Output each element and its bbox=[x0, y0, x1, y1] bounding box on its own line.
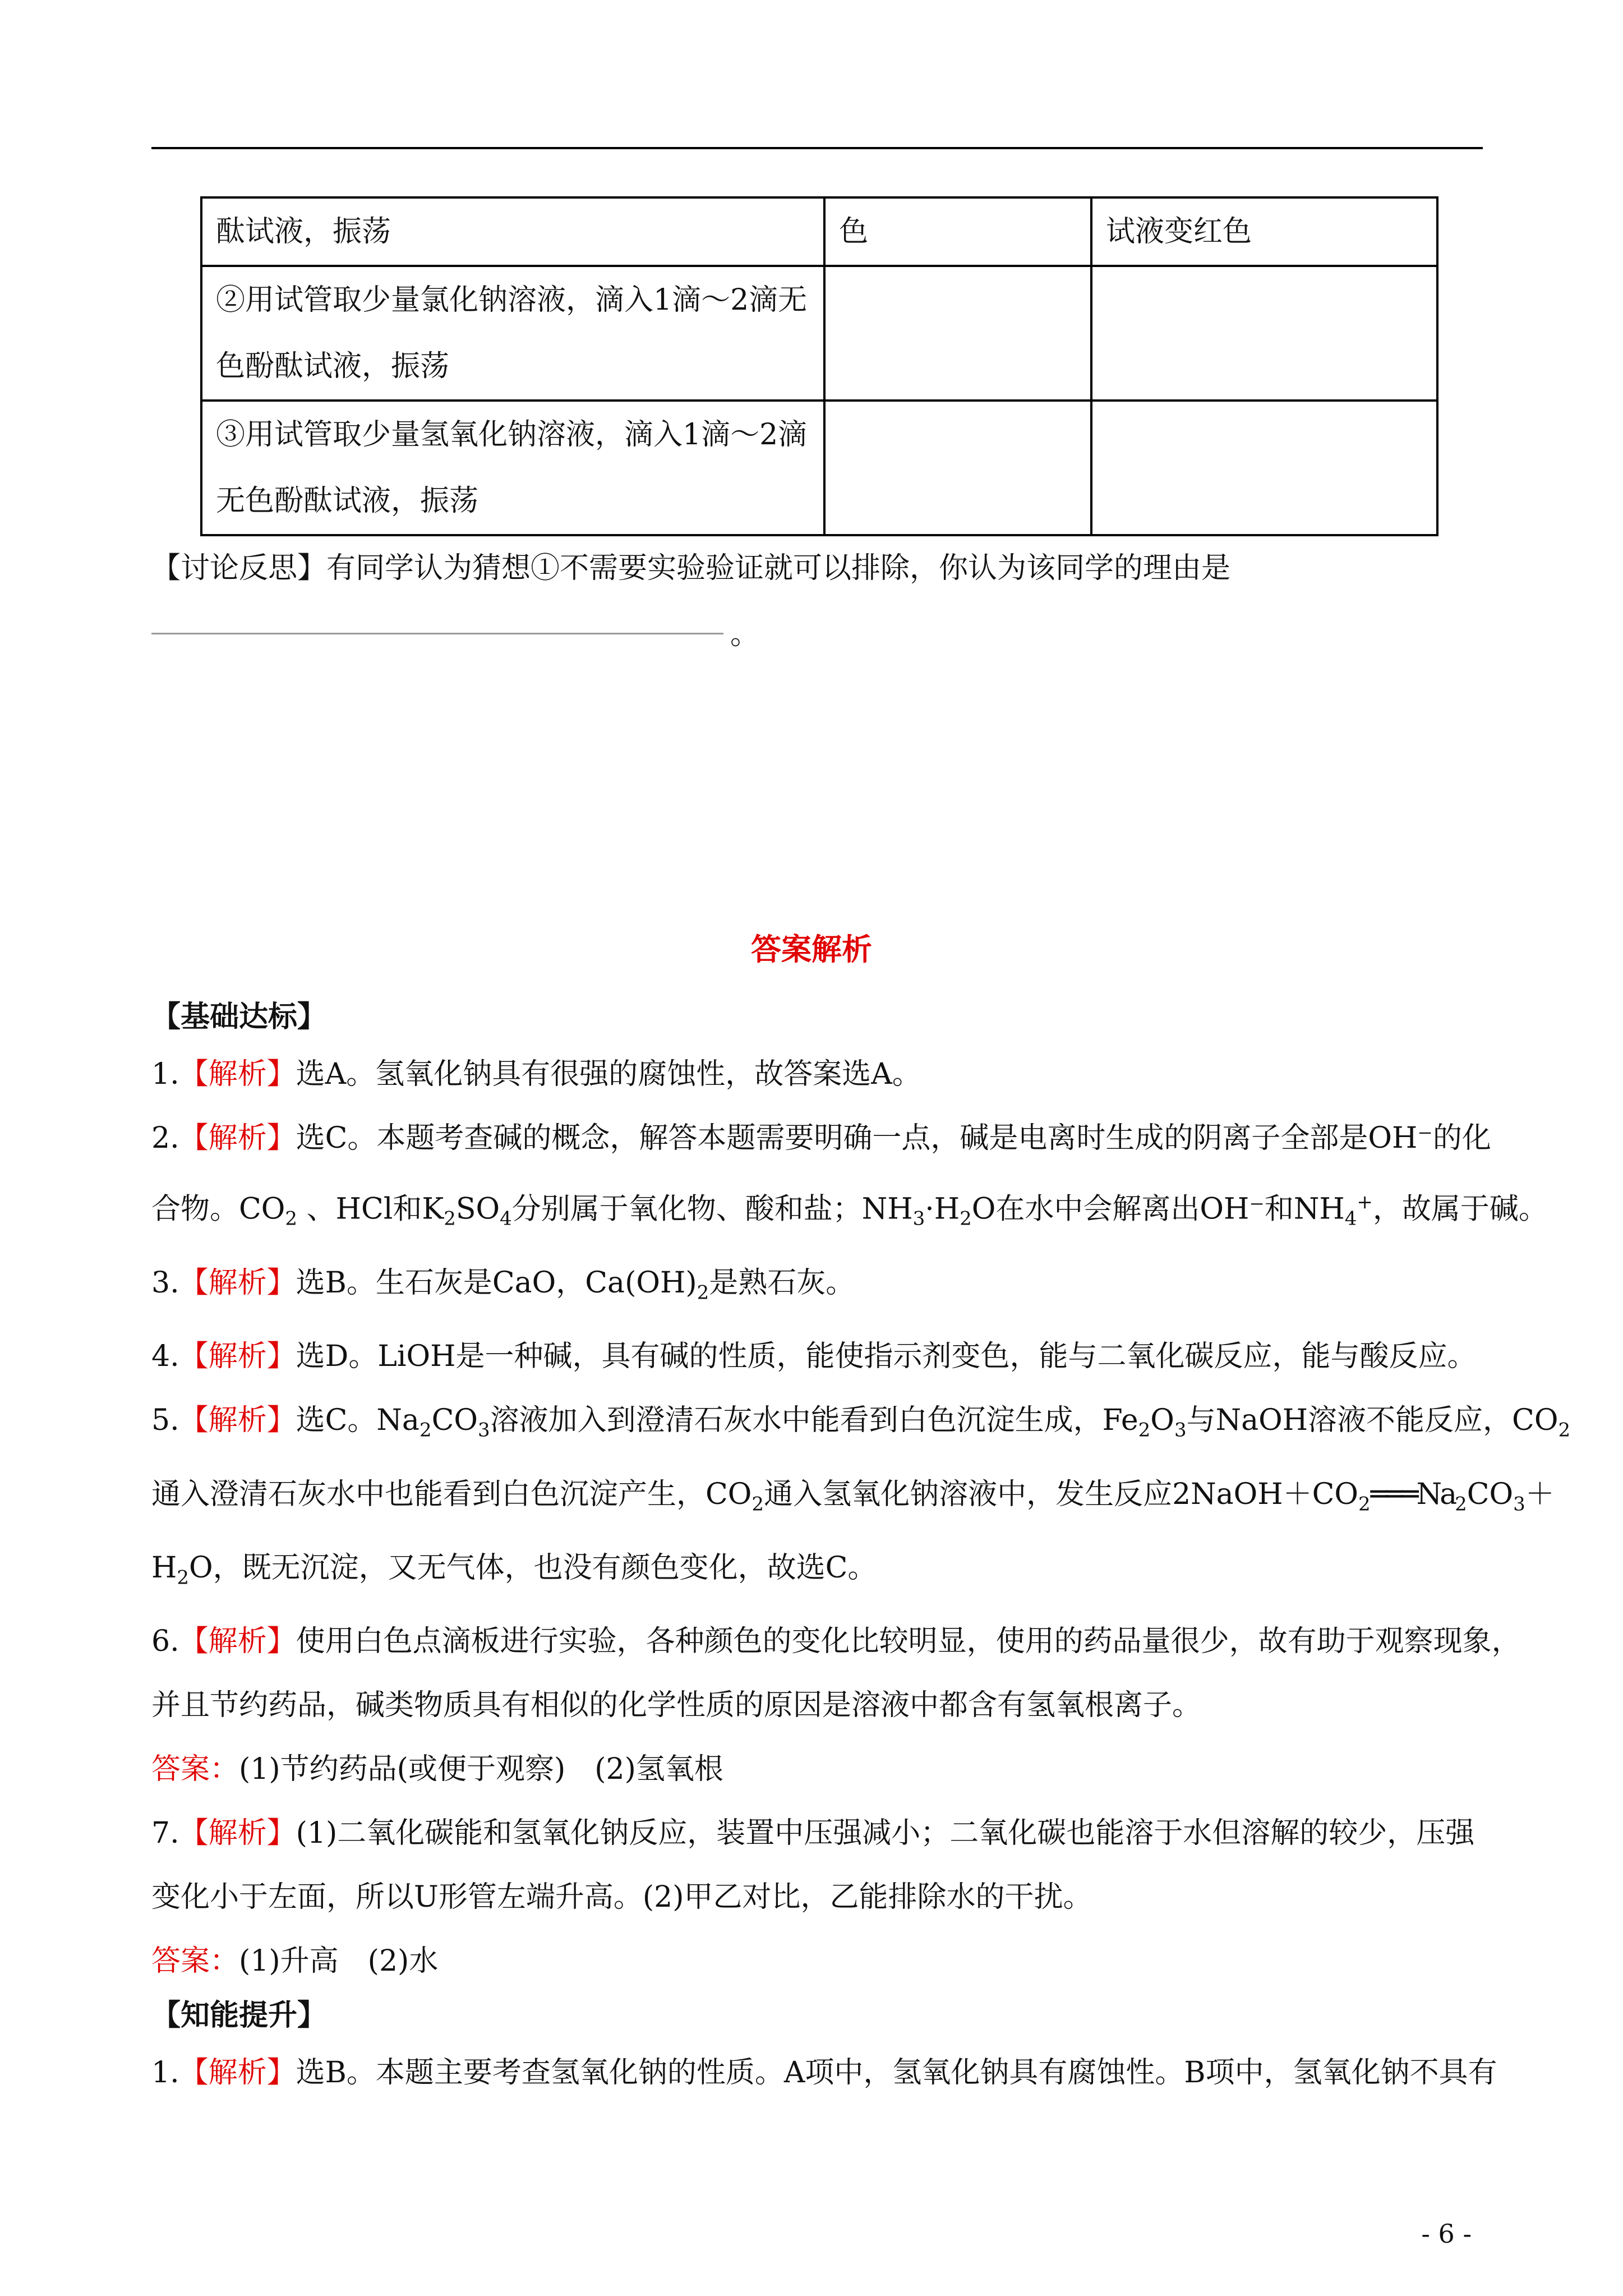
table-row bbox=[201, 266, 1437, 401]
section-heading-advanced: 【知能提升】 bbox=[151, 1998, 327, 2032]
answer-title: 答案解析 bbox=[751, 931, 872, 967]
answer-label: 答案： bbox=[151, 1944, 239, 1978]
answer-line: 1.【解析】选B。本题主要考查氢氧化钠的性质。A项中，氢氧化钠具有腐蚀性。B项中，氢氧化钠不具有 bbox=[151, 2056, 1497, 2090]
answer-line: 7.【解析】(1)二氧化碳能和氢氧化钠反应，装置中压强减小；二氧化碳也能溶于水但溶解的较少，压强 bbox=[151, 1816, 1475, 1851]
analysis-tag: 【解析】 bbox=[179, 1121, 296, 1155]
analysis-tag: 【解析】 bbox=[179, 1816, 296, 1851]
answer-line: 合物。$CO_2$ 、HCl和$K_2SO_4$分别属于氧化物、酸和盐；$NH_3\cdot H_2O$在水中会解离出OH⁻和$NH_4^+$，故属于碱。 bbox=[151, 1191, 1548, 1230]
answer-line: 通入澄清石灰水中也能看到白色沉淀产生，$CO_2$通入氢氧化钠溶液中，发生反应$2NaOH+CO_2═══Na_2CO_3+$ bbox=[151, 1477, 1555, 1515]
page-number: - 6 - bbox=[1421, 2219, 1472, 2249]
analysis-tag: 【解析】 bbox=[179, 1404, 296, 1438]
table-cell bbox=[824, 401, 1091, 535]
discussion-text: 【讨论反思】有同学认为猜想①不需要实验验证就可以排除，你认为该同学的理由是 bbox=[151, 551, 1231, 585]
table-cell: 色 bbox=[824, 197, 1091, 266]
advanced-answers bbox=[151, 2041, 1497, 2105]
analysis-tag: 【解析】 bbox=[179, 1057, 296, 1091]
analysis-tag: 【解析】 bbox=[179, 1266, 296, 1300]
table-cell bbox=[201, 401, 824, 535]
answer-line: 4.【解析】选D。LiOH是一种碱，具有碱的性质，能使指示剂变色，能与二氧化碳反应，能与酸反应。 bbox=[151, 1340, 1477, 1374]
answer-line: 6.【解析】使用白色点滴板进行实验，各种颜色的变化比较明显，使用的药品量很少，故有助于观察现象， bbox=[151, 1625, 1521, 1659]
answer-label: 答案： bbox=[151, 1752, 239, 1787]
answer-line: 答案：(1)节约药品(或便于观察) (2)氢氧根 bbox=[151, 1752, 723, 1787]
answer-line: 3.【解析】选B。生石灰是CaO，$Ca(OH)_2$是熟石灰。 bbox=[151, 1266, 855, 1304]
table-cell bbox=[1091, 401, 1437, 535]
analysis-tag: 【解析】 bbox=[179, 1625, 296, 1659]
answer-line: 答案：(1)升高 (2)水 bbox=[151, 1944, 439, 1978]
answer-line: 1.【解析】选A。氢氧化钠具有很强的腐蚀性，故答案选A。 bbox=[151, 1057, 921, 1091]
table-cell bbox=[1091, 266, 1437, 401]
cell-line: ②用试管取少量氯化钠溶液，滴入1滴～2滴无 bbox=[216, 283, 808, 317]
basic-answers bbox=[151, 1042, 1571, 1993]
table-row bbox=[201, 401, 1437, 535]
analysis-tag: 【解析】 bbox=[179, 2056, 296, 2090]
table-cell: 酞试液，振荡 bbox=[201, 197, 824, 266]
table-cell bbox=[201, 266, 824, 401]
answer-line: 变化小于左面，所以U形管左端升高。(2)甲乙对比，乙能排除水的干扰。 bbox=[151, 1880, 1092, 1915]
answer-line: 5.【解析】选C。$Na_2CO_3$溶液加入到澄清石灰水中能看到白色沉淀生成，$Fe_2O_3$与NaOH溶液不能反应，$CO_2$ bbox=[151, 1404, 1571, 1442]
answer-line: $H_2O$，既无沉淀，又无气体，也没有颜色变化，故选C。 bbox=[151, 1550, 877, 1589]
header-rule bbox=[151, 147, 1483, 149]
table-cell: 试液变红色 bbox=[1091, 197, 1437, 266]
cell-line: 无色酚酞试液，振荡 bbox=[216, 484, 479, 518]
blank-end-punct: 。 bbox=[730, 618, 760, 651]
section-heading-basic: 【基础达标】 bbox=[151, 1000, 327, 1034]
analysis-tag: 【解析】 bbox=[179, 1340, 296, 1374]
answer-blank-line bbox=[151, 633, 723, 634]
cell-line: 色酚酞试液，振荡 bbox=[216, 349, 450, 383]
answer-line: 2.【解析】选C。本题考查碱的概念，解答本题需要明确一点，碱是电离时生成的阴离子全部是OH⁻的化 bbox=[151, 1121, 1491, 1155]
table-cell bbox=[824, 266, 1091, 401]
experiment-table bbox=[200, 196, 1438, 536]
cell-line: ③用试管取少量氢氧化钠溶液，滴入1滴～2滴 bbox=[216, 418, 808, 452]
answer-line: 并且节约药品，碱类物质具有相似的化学性质的原因是溶液中都含有氢氧根离子。 bbox=[151, 1688, 1202, 1723]
table-row bbox=[201, 197, 1437, 266]
